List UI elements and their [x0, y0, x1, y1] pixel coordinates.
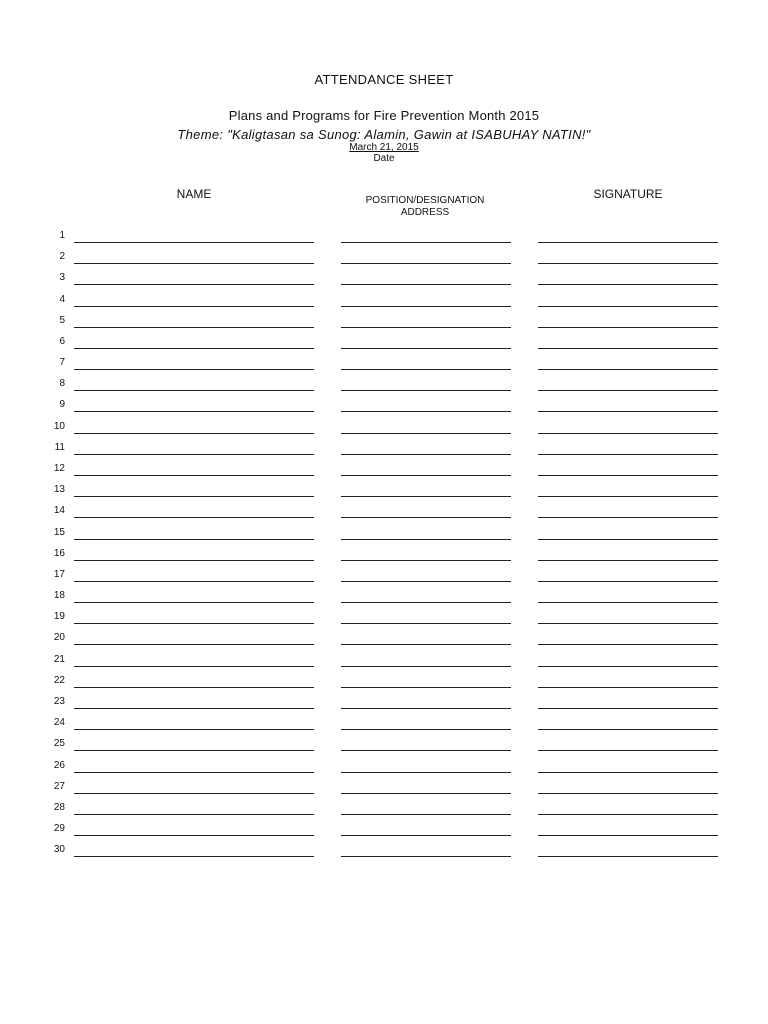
table-row [0, 837, 768, 858]
row-number: 2 [59, 251, 65, 263]
table-row [0, 520, 768, 541]
row-number: 19 [53, 611, 65, 623]
name-blank-line[interactable] [74, 581, 314, 582]
row-number: 1 [59, 230, 65, 241]
position-blank-line[interactable] [341, 539, 511, 540]
name-blank-line[interactable] [74, 856, 314, 857]
position-blank-line[interactable] [341, 750, 511, 751]
position-blank-line[interactable] [341, 560, 511, 561]
name-blank-line[interactable] [74, 814, 314, 815]
name-blank-line[interactable] [74, 242, 314, 243]
table-row [0, 795, 768, 816]
signature-blank-line[interactable] [538, 496, 718, 497]
name-blank-line[interactable] [74, 433, 314, 434]
position-blank-line[interactable] [341, 623, 511, 624]
table-row [0, 689, 768, 710]
row-number: 27 [53, 780, 65, 792]
position-blank-line[interactable] [341, 517, 511, 518]
table-row [0, 350, 768, 371]
signature-blank-line[interactable] [538, 750, 718, 751]
column-header-position-line1: POSITION/DESIGNATION [365, 195, 485, 206]
name-blank-line[interactable] [74, 623, 314, 624]
table-row [0, 816, 768, 837]
signature-blank-line[interactable] [538, 475, 718, 476]
table-row [0, 371, 768, 392]
name-blank-line[interactable] [74, 390, 314, 391]
table-row [0, 265, 768, 286]
signature-blank-line[interactable] [538, 623, 718, 624]
row-number: 21 [53, 653, 65, 665]
name-blank-line[interactable] [74, 750, 314, 751]
name-blank-line[interactable] [74, 411, 314, 412]
position-blank-line[interactable] [341, 644, 511, 645]
position-blank-line[interactable] [341, 327, 511, 328]
position-blank-line[interactable] [341, 390, 511, 391]
signature-blank-line[interactable] [538, 390, 718, 391]
signature-blank-line[interactable] [538, 814, 718, 815]
row-number: 7 [59, 357, 65, 369]
position-blank-line[interactable] [341, 454, 511, 455]
table-row [0, 668, 768, 689]
row-number: 14 [53, 505, 65, 517]
row-number: 12 [53, 463, 65, 474]
table-row [0, 456, 768, 477]
row-number: 10 [53, 420, 65, 432]
table-row [0, 287, 768, 308]
position-blank-line[interactable] [341, 814, 511, 815]
row-number: 20 [53, 632, 65, 644]
signature-blank-line[interactable] [538, 835, 718, 836]
row-number: 4 [59, 293, 65, 305]
table-row [0, 541, 768, 562]
name-blank-line[interactable] [74, 602, 314, 603]
position-blank-line[interactable] [341, 242, 511, 243]
signature-blank-line[interactable] [538, 517, 718, 518]
row-number: 28 [53, 801, 65, 813]
position-blank-line[interactable] [341, 263, 511, 264]
position-blank-line[interactable] [341, 306, 511, 307]
sheet-title: ATTENDANCE SHEET [314, 72, 454, 87]
table-row [0, 753, 768, 774]
position-blank-line[interactable] [341, 411, 511, 412]
position-blank-line[interactable] [341, 835, 511, 836]
name-blank-line[interactable] [74, 327, 314, 328]
signature-blank-line[interactable] [538, 369, 718, 370]
row-number: 16 [53, 547, 65, 559]
table-row [0, 604, 768, 625]
name-blank-line[interactable] [74, 793, 314, 794]
name-blank-line[interactable] [74, 644, 314, 645]
name-blank-line[interactable] [74, 772, 314, 773]
table-row [0, 329, 768, 350]
row-number: 9 [59, 399, 65, 411]
signature-blank-line[interactable] [538, 433, 718, 434]
table-row [0, 731, 768, 752]
position-blank-line[interactable] [341, 284, 511, 285]
table-row [0, 647, 768, 668]
column-header-name: NAME [176, 187, 212, 201]
signature-blank-line[interactable] [538, 560, 718, 561]
name-blank-line[interactable] [74, 306, 314, 307]
row-number: 23 [53, 696, 65, 707]
signature-blank-line[interactable] [538, 327, 718, 328]
date-label: Date [373, 153, 395, 164]
name-blank-line[interactable] [74, 284, 314, 285]
name-blank-line[interactable] [74, 835, 314, 836]
signature-blank-line[interactable] [538, 729, 718, 730]
row-number: 25 [53, 738, 65, 750]
position-blank-line[interactable] [341, 475, 511, 476]
name-blank-line[interactable] [74, 263, 314, 264]
name-blank-line[interactable] [74, 475, 314, 476]
row-number: 24 [53, 717, 65, 729]
position-blank-line[interactable] [341, 729, 511, 730]
position-blank-line[interactable] [341, 793, 511, 794]
position-blank-line[interactable] [341, 581, 511, 582]
position-blank-line[interactable] [341, 369, 511, 370]
signature-blank-line[interactable] [538, 263, 718, 264]
name-blank-line[interactable] [74, 666, 314, 667]
name-blank-line[interactable] [74, 454, 314, 455]
position-blank-line[interactable] [341, 772, 511, 773]
table-row [0, 583, 768, 604]
signature-blank-line[interactable] [538, 348, 718, 349]
table-row [0, 562, 768, 583]
row-number: 11 [54, 441, 65, 453]
name-blank-line[interactable] [74, 369, 314, 370]
name-blank-line[interactable] [74, 539, 314, 540]
position-blank-line[interactable] [341, 602, 511, 603]
table-row [0, 625, 768, 646]
name-blank-line[interactable] [74, 517, 314, 518]
position-blank-line[interactable] [341, 666, 511, 667]
table-row [0, 435, 768, 456]
date-value: March 21, 2015 [349, 142, 419, 153]
signature-blank-line[interactable] [538, 793, 718, 794]
row-number: 6 [59, 335, 65, 347]
table-row [0, 223, 768, 244]
row-number: 5 [59, 314, 65, 326]
row-number: 18 [53, 590, 65, 602]
position-blank-line[interactable] [341, 348, 511, 349]
signature-blank-line[interactable] [538, 602, 718, 603]
position-blank-line[interactable] [341, 687, 511, 688]
table-row [0, 477, 768, 498]
signature-blank-line[interactable] [538, 581, 718, 582]
row-number: 3 [59, 272, 65, 284]
column-header-signature: SIGNATURE [593, 187, 663, 201]
name-blank-line[interactable] [74, 348, 314, 349]
row-number: 13 [53, 484, 65, 496]
table-row [0, 710, 768, 731]
table-row [0, 392, 768, 413]
signature-blank-line[interactable] [538, 539, 718, 540]
signature-blank-line[interactable] [538, 644, 718, 645]
signature-blank-line[interactable] [538, 454, 718, 455]
name-blank-line[interactable] [74, 708, 314, 709]
position-blank-line[interactable] [341, 496, 511, 497]
name-blank-line[interactable] [74, 687, 314, 688]
position-blank-line[interactable] [341, 708, 511, 709]
name-blank-line[interactable] [74, 560, 314, 561]
sheet-subtitle: Plans and Programs for Fire Prevention Month 2015 [228, 108, 540, 123]
row-number: 17 [53, 568, 65, 580]
table-row [0, 308, 768, 329]
table-row [0, 244, 768, 265]
signature-blank-line[interactable] [538, 306, 718, 307]
sheet-theme: Theme: "Kaligtasan sa Sunog: Alamin, Gawin at ISABUHAY NATIN!" [177, 127, 591, 142]
signature-blank-line[interactable] [538, 666, 718, 667]
name-blank-line[interactable] [74, 729, 314, 730]
signature-blank-line[interactable] [538, 242, 718, 243]
row-number: 15 [53, 526, 65, 538]
row-number: 22 [53, 674, 65, 686]
position-blank-line[interactable] [341, 433, 511, 434]
signature-blank-line[interactable] [538, 856, 718, 857]
table-row [0, 498, 768, 519]
table-row [0, 774, 768, 795]
row-number: 26 [53, 759, 65, 771]
signature-blank-line[interactable] [538, 284, 718, 285]
column-header-position-line2: ADDRESS [400, 207, 450, 218]
position-blank-line[interactable] [341, 856, 511, 857]
signature-blank-line[interactable] [538, 708, 718, 709]
signature-blank-line[interactable] [538, 687, 718, 688]
table-row [0, 414, 768, 435]
name-blank-line[interactable] [74, 496, 314, 497]
signature-blank-line[interactable] [538, 772, 718, 773]
row-number: 8 [59, 378, 65, 390]
row-number: 29 [53, 823, 65, 834]
signature-blank-line[interactable] [538, 411, 718, 412]
row-number: 30 [53, 844, 65, 856]
